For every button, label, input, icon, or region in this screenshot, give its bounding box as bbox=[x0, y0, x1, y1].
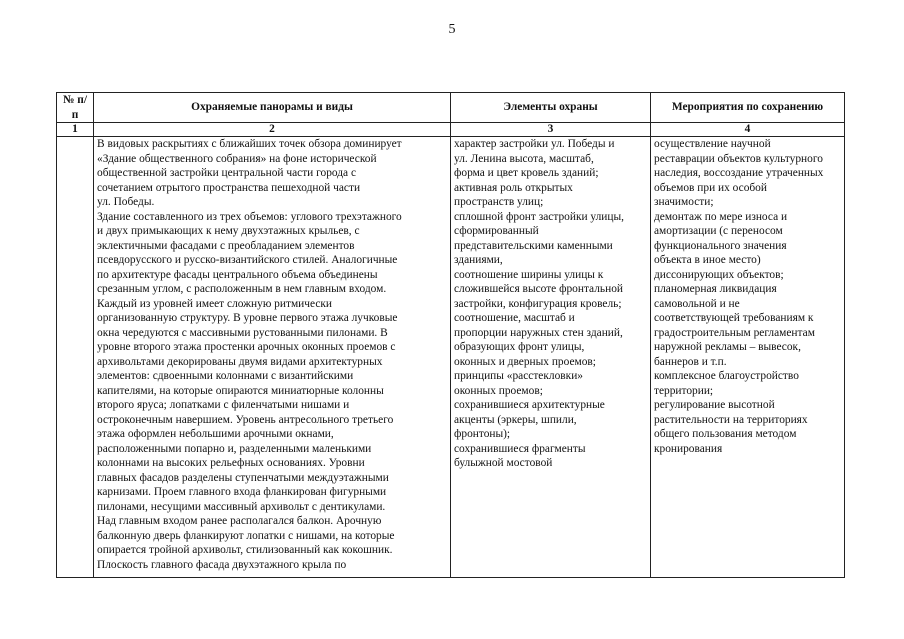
text-line: второго яруса; лопатками с филенчатыми нишами и bbox=[97, 399, 350, 411]
text-line: срезанным углом, с расположенным в нем главным входом. bbox=[97, 283, 387, 295]
text-line: архивольтами декорированы двумя видами архитектурных bbox=[97, 355, 383, 368]
text-line: осуществление научной bbox=[654, 138, 771, 150]
row-number-cell bbox=[57, 137, 94, 578]
table-row bbox=[57, 137, 845, 578]
text-line: организованную структуру. В уровне первого этажа лучковые bbox=[97, 312, 398, 324]
text-line: функционального значения bbox=[654, 239, 787, 252]
text-line: принципы «расстекловки» bbox=[454, 370, 583, 382]
text-line: «Здание общественного собрания» на фоне исторической bbox=[97, 152, 377, 165]
text-line: характер застройки ул. Победы и bbox=[454, 138, 615, 150]
column-numbers-row bbox=[57, 123, 845, 137]
text-line: сложившейся высоте фронтальной bbox=[454, 283, 623, 295]
text-line: общественной застройки центральной части города с bbox=[97, 167, 357, 179]
text-line: объемов при их особой bbox=[654, 181, 767, 194]
text-line: форма и цвет кровель зданий; bbox=[454, 167, 599, 179]
text-line: главных фасадов разделены ступенчатыми междуэтажными bbox=[97, 471, 389, 484]
text-line: ул. Победы. bbox=[97, 196, 155, 208]
text-line: территории; bbox=[654, 384, 714, 397]
text-line: ул. Ленина высота, масштаб, bbox=[454, 152, 594, 165]
text-line: колоннами на высоких рельефных основаниях. Уровни bbox=[97, 457, 365, 469]
text-line: окна чередуются с массивными рустованными пилонами. В bbox=[97, 326, 388, 339]
text-line: наружной рекламы – вывесок, bbox=[654, 341, 801, 353]
column-number-1: 1 bbox=[57, 123, 94, 137]
text-line: карнизами. Проем главного входа фланкирован фигурными bbox=[97, 486, 387, 498]
preservation-table bbox=[56, 92, 845, 578]
text-line: зданиями, bbox=[454, 254, 503, 266]
text-line: значимости; bbox=[654, 196, 714, 208]
header-number: № п/п bbox=[57, 93, 94, 123]
text-line: и двух примыкающих к нему двухэтажных крыльев, с bbox=[97, 225, 360, 237]
header-elements: Элементы охраны bbox=[451, 93, 651, 123]
text-line: по архитектуре фасады центрального объема объединены bbox=[97, 268, 378, 281]
text-line: застройки, конфигурация кровель; bbox=[454, 297, 622, 310]
text-line: растительности на территориях bbox=[654, 413, 808, 426]
text-line: оконных проемов; bbox=[454, 384, 543, 397]
header-row bbox=[57, 93, 845, 123]
text-line: этажа оформлен небольшими арочными окнами, bbox=[97, 428, 334, 440]
text-line: пропорции наружных стен зданий, bbox=[454, 326, 623, 339]
text-line: соответствующей требованиям к bbox=[654, 312, 814, 324]
text-line: В видовых раскрытиях с ближайших точек обзора доминирует bbox=[97, 138, 402, 150]
text-line: уровне второго этажа простенки арочных оконных проемов с bbox=[97, 341, 396, 353]
text-line: наследия, воссоздание утраченных bbox=[654, 167, 824, 179]
text-line: Плоскость главного фасада двухэтажного крыла по bbox=[97, 558, 347, 571]
text-line: акценты (эркеры, шпили, bbox=[454, 413, 577, 426]
panoramas-cell bbox=[94, 137, 451, 578]
text-line: оконных и дверных проемов; bbox=[454, 355, 596, 368]
text-line: Над главным входом ранее располагался балкон. Арочную bbox=[97, 515, 382, 527]
column-number-4: 4 bbox=[651, 123, 845, 137]
text-line: сохранившиеся архитектурные bbox=[454, 399, 605, 411]
text-line: капителями, на которые опираются миниатюрные колонны bbox=[97, 384, 384, 397]
text-line: планомерная ликвидация bbox=[654, 283, 777, 295]
text-line: сформированный bbox=[454, 225, 539, 237]
text-line: градостроительным регламентам bbox=[654, 326, 815, 339]
text-line: регулирование высотной bbox=[654, 399, 775, 411]
text-line: диссонирующих объектов; bbox=[654, 268, 784, 281]
text-line: опирается тройной архивольт, стилизованный как кокошник. bbox=[97, 544, 393, 556]
text-line: Здание составленного из трех объемов: углового трехэтажного bbox=[97, 210, 402, 223]
text-line: Каждый из уровней имеет сложную ритмически bbox=[97, 297, 333, 310]
measures-cell bbox=[651, 137, 845, 578]
text-line: амортизации (с переносом bbox=[654, 225, 783, 237]
text-line: реставрации объектов культурного bbox=[654, 152, 823, 165]
text-line: расположенными попарно и, разделенными маленькими bbox=[97, 442, 372, 455]
text-line: демонтаж по мере износа и bbox=[654, 210, 788, 223]
text-line: псевдорусского и русско-византийского стилей. Аналогичные bbox=[97, 254, 398, 266]
page-number: 5 bbox=[448, 22, 456, 37]
text-line: сохранившиеся фрагменты bbox=[454, 442, 586, 455]
column-number-3: 3 bbox=[451, 123, 651, 137]
header-panoramas: Охраняемые панорамы и виды bbox=[94, 93, 451, 123]
text-line: соотношение, масштаб и bbox=[454, 312, 575, 324]
column-number-2: 2 bbox=[94, 123, 451, 137]
text-line: самовольной и не bbox=[654, 297, 740, 310]
elements-cell bbox=[451, 137, 651, 578]
text-line: фронтоны); bbox=[454, 428, 511, 440]
text-line: баннеров и т.п. bbox=[654, 355, 727, 368]
text-line: эклектичными фасадами с преобладанием элементов bbox=[97, 239, 355, 252]
text-line: балконную дверь фланкируют лопатки с нишами, на которые bbox=[97, 529, 395, 542]
text-line: сплошной фронт застройки улицы, bbox=[454, 210, 624, 223]
text-line: активная роль открытых bbox=[454, 181, 573, 194]
text-line: общего пользования методом bbox=[654, 428, 797, 440]
text-line: соотношение ширины улицы к bbox=[454, 268, 604, 281]
text-line: булыжной мостовой bbox=[454, 457, 553, 469]
text-line: представительскими каменными bbox=[454, 239, 613, 252]
text-line: пространств улиц; bbox=[454, 196, 544, 208]
text-line: пилонами, несущими массивный архивольт с дентикулами. bbox=[97, 500, 386, 513]
text-line: остроконечным навершием. Уровень антресольного третьего bbox=[97, 413, 394, 426]
text-line: образующих фронт улицы, bbox=[454, 341, 585, 353]
header-measures: Мероприятия по сохранению bbox=[651, 93, 845, 123]
text-line: элементов: сдвоенными колоннами с византийскими bbox=[97, 370, 354, 382]
text-line: комплексное благоустройство bbox=[654, 370, 799, 382]
text-line: сочетанием отрытого пространства пешеходной части bbox=[97, 181, 361, 194]
text-line: кронирования bbox=[654, 442, 723, 455]
text-line: объекта в иное место) bbox=[654, 254, 761, 266]
